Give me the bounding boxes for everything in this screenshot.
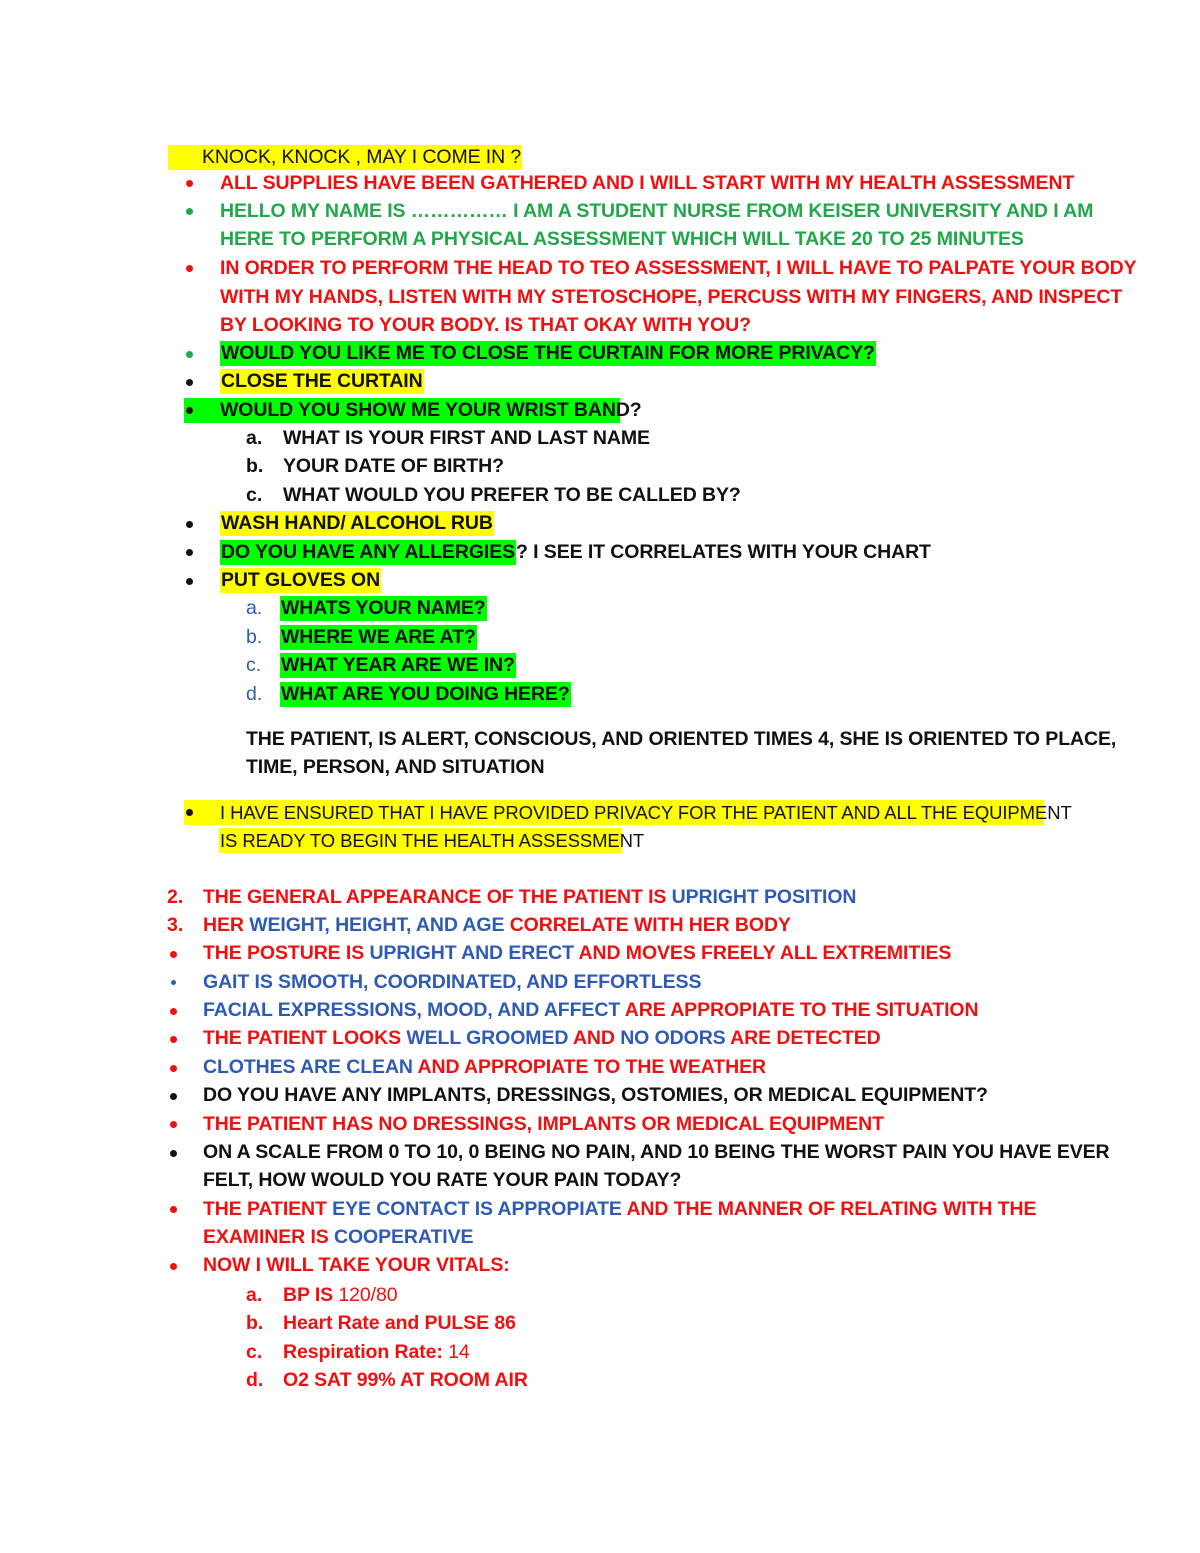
facial-line: FACIAL EXPRESSIONS, MOOD, AND AFFECT ARE APPROPIATE TO THE SITUATION [203, 999, 979, 1021]
list-number-3: 3. [167, 914, 184, 936]
bullet-dot [170, 1150, 177, 1157]
bullet-dot [186, 265, 193, 272]
sub-label: c. [246, 484, 263, 506]
clothes-line: CLOTHES ARE CLEAN AND APPROPIATE TO THE WEATHER [203, 1056, 766, 1078]
sub-label: b. [246, 626, 263, 648]
orient-situation: WHAT ARE YOU DOING HERE? [281, 683, 570, 705]
bullet-dot [186, 351, 193, 358]
sub-item-dob: YOUR DATE OF BIRTH? [283, 455, 504, 477]
orient-place: WHERE WE ARE AT? [281, 626, 476, 648]
no-dressings: THE PATIENT HAS NO DRESSINGS, IMPLANTS OR MEDICAL EQUIPMENT [203, 1113, 884, 1135]
orient-name: WHATS YOUR NAME? [281, 597, 486, 619]
implants-question: DO YOU HAVE ANY IMPLANTS, DRESSINGS, OSTOMIES, OR MEDICAL EQUIPMENT? [203, 1084, 988, 1106]
sub-label: d. [246, 683, 263, 705]
intro-text-1: HELLO MY NAME IS …………… I AM A STUDENT NURSE FROM KEISER UNIVERSITY AND I AM [220, 200, 1094, 222]
general-appearance: THE GENERAL APPEARANCE OF THE PATIENT IS UPRIGHT POSITION [203, 886, 857, 908]
bullet-dot [170, 1121, 177, 1128]
consent-text-1: IN ORDER TO PERFORM THE HEAD TO TEO ASSESSMENT, I WILL HAVE TO PALPATE YOUR BODY [220, 257, 1137, 279]
sub-label: a. [246, 427, 263, 449]
sub-item-prefer: WHAT WOULD YOU PREFER TO BE CALLED BY? [283, 484, 741, 506]
eye-contact-2: EXAMINER IS COOPERATIVE [203, 1226, 474, 1248]
vital-heart-rate: Heart Rate and PULSE 86 [283, 1312, 516, 1334]
bullet-dot [186, 549, 193, 556]
vital-label: d. [246, 1369, 264, 1391]
supplies-text: ALL SUPPLIES HAVE BEEN GATHERED AND I WILL START WITH MY HEALTH ASSESSMENT [220, 172, 1075, 194]
orientation-paragraph-2: TIME, PERSON, AND SITUATION [246, 756, 545, 778]
heading-1 [168, 144, 522, 171]
sub-label: a. [246, 597, 263, 619]
bullet-dot [186, 809, 193, 816]
vitals-intro: NOW I WILL TAKE YOUR VITALS: [203, 1254, 510, 1276]
bullet-dot [186, 521, 193, 528]
bullet-dot [171, 980, 176, 985]
vital-respiration: Respiration Rate: 14 [283, 1341, 470, 1363]
pain-question-2: FELT, HOW WOULD YOU RATE YOUR PAIN TODAY? [203, 1169, 682, 1191]
bullet-dot [170, 1036, 177, 1043]
ensure-text-2: IS READY TO BEGIN THE HEALTH ASSESSMENT [220, 830, 645, 851]
bullet-dot [170, 1065, 177, 1072]
orient-time: WHAT YEAR ARE WE IN? [281, 654, 515, 676]
vital-bp: BP IS 120/80 [283, 1284, 398, 1306]
gait-line: GAIT IS SMOOTH, COORDINATED, AND EFFORTLESS [203, 971, 702, 993]
bullet-dot [170, 1263, 177, 1270]
privacy-question: WOULD YOU LIKE ME TO CLOSE THE CURTAIN FOR MORE PRIVACY? [221, 342, 875, 364]
sub-label: b. [246, 455, 264, 477]
bullet-dot [170, 1093, 177, 1100]
eye-contact-1: THE PATIENT EYE CONTACT IS APPROPIATE AND THE MANNER OF RELATING WITH THE [203, 1198, 1037, 1220]
sub-label: c. [246, 654, 262, 676]
groomed-line: THE PATIENT LOOKS WELL GROOMED AND NO ODORS ARE DETECTED [203, 1027, 881, 1049]
consent-text-2: WITH MY HANDS, LISTEN WITH MY STETOSCHOPE, PERCUSS WITH MY FINGERS, AND INSPECT [220, 286, 1123, 308]
consent-text-3: BY LOOKING TO YOUR BODY. IS THAT OKAY WITH YOU? [220, 314, 751, 336]
ensure-text-1: I HAVE ENSURED THAT I HAVE PROVIDED PRIVACY FOR THE PATIENT AND ALL THE EQUIPMENT [220, 802, 1072, 823]
posture-line: THE POSTURE IS UPRIGHT AND ERECT AND MOVES FREELY ALL EXTREMITIES [203, 942, 952, 964]
bullet-dot [170, 951, 177, 958]
weight-height-age: HER WEIGHT, HEIGHT, AND AGE CORRELATE WITH HER BODY [203, 914, 791, 936]
list-number-2: 2. [167, 886, 184, 908]
bullet-dot [186, 578, 193, 585]
vital-o2: O2 SAT 99% AT ROOM AIR [283, 1369, 528, 1391]
wristband-question: WOULD YOU SHOW ME YOUR WRIST BAND? [220, 399, 642, 421]
bullet-dot [186, 407, 193, 414]
bullet-dot [170, 1206, 177, 1213]
put-gloves: PUT GLOVES ON [221, 569, 381, 591]
intro-text-2: HERE TO PERFORM A PHYSICAL ASSESSMENT WHICH WILL TAKE 20 TO 25 MINUTES [220, 228, 1024, 250]
allergies-line: DO YOU HAVE ANY ALLERGIES? I SEE IT CORRELATES WITH YOUR CHART [221, 541, 931, 563]
vital-label: c. [246, 1341, 263, 1363]
orientation-paragraph-1: THE PATIENT, IS ALERT, CONSCIOUS, AND ORIENTED TIMES 4, SHE IS ORIENTED TO PLACE, [246, 728, 1117, 750]
vital-label: a. [246, 1284, 263, 1306]
bullet-dot [186, 379, 193, 386]
close-curtain: CLOSE THE CURTAIN [221, 370, 423, 392]
pain-question-1: ON A SCALE FROM 0 TO 10, 0 BEING NO PAIN, AND 10 BEING THE WORST PAIN YOU HAVE EVER [203, 1141, 1110, 1163]
bullet-dot [186, 208, 193, 215]
vital-label: b. [246, 1312, 264, 1334]
sub-item-name: WHAT IS YOUR FIRST AND LAST NAME [283, 427, 650, 449]
bullet-dot [186, 180, 193, 187]
knock-text: KNOCK, KNOCK , MAY I COME IN ? [168, 145, 522, 170]
bullet-dot [170, 1008, 177, 1015]
wash-hand: WASH HAND/ ALCOHOL RUB [221, 512, 493, 534]
